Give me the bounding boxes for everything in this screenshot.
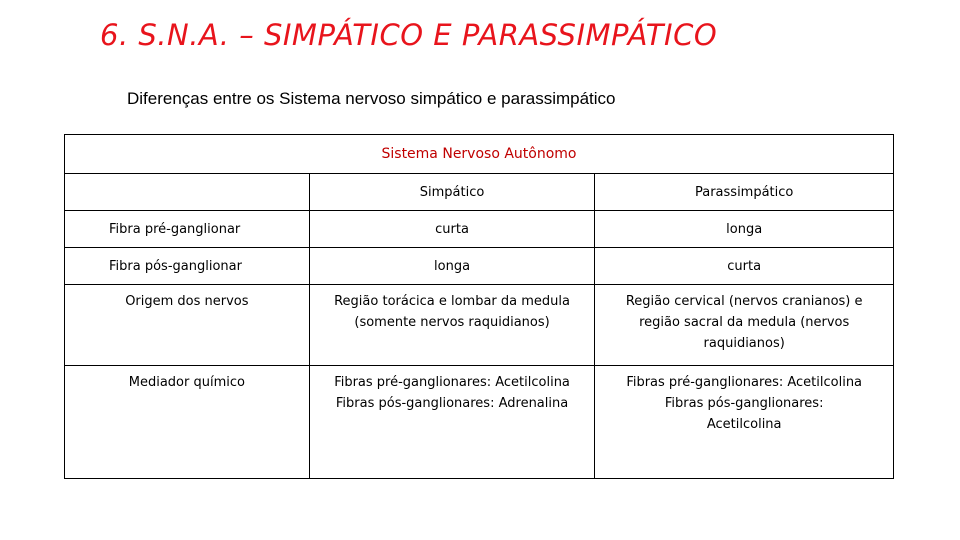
slide-subtitle: Diferenças entre os Sistema nervoso simpático e parassimpático [127,89,616,108]
row-label: Fibra pré-ganglionar [65,211,310,248]
slide-title: 6. S.N.A. – SIMPÁTICO E PARASSIMPÁTICO [100,18,718,52]
column-header-row [65,174,894,211]
table-row [65,248,894,285]
cell-line: Região torácica e lombar da medula [334,294,570,309]
table-row [65,211,894,248]
column-header-simpatico: Simpático [309,174,595,211]
table-header-row [65,135,894,174]
cell-simpatico: curta [309,211,595,248]
cell-parassimpatico [595,285,894,366]
cell-line: região sacral da medula (nervos [639,315,850,330]
cell-line: Fibras pós-ganglionares: [664,396,824,411]
cell-simpatico [309,285,595,366]
cell-parassimpatico [595,366,894,479]
column-header-parassimpatico: Parassimpático [595,174,894,211]
cell-line: Região cervical (nervos cranianos) e [625,294,863,309]
row-label: Mediador químico [65,366,310,479]
cell-line: Fibras pré-ganglionares: Acetilcolina [334,375,570,390]
cell-line: raquidianos) [703,336,785,351]
column-header-empty [65,174,310,211]
comparison-table [64,134,894,479]
table-header: Sistema Nervoso Autônomo [65,135,894,174]
cell-line: (somente nervos raquidianos) [354,315,550,330]
cell-parassimpatico: longa [595,211,894,248]
table-row [65,366,894,479]
row-label: Origem dos nervos [65,285,310,366]
cell-line: Fibras pós-ganglionares: Adrenalina [335,396,569,411]
cell-simpatico [309,366,595,479]
cell-line: Fibras pré-ganglionares: Acetilcolina [626,375,863,390]
row-label: Fibra pós-ganglionar [65,248,310,285]
cell-line: Acetilcolina [706,417,782,432]
cell-simpatico: longa [309,248,595,285]
cell-parassimpatico: curta [595,248,894,285]
table-row [65,285,894,366]
